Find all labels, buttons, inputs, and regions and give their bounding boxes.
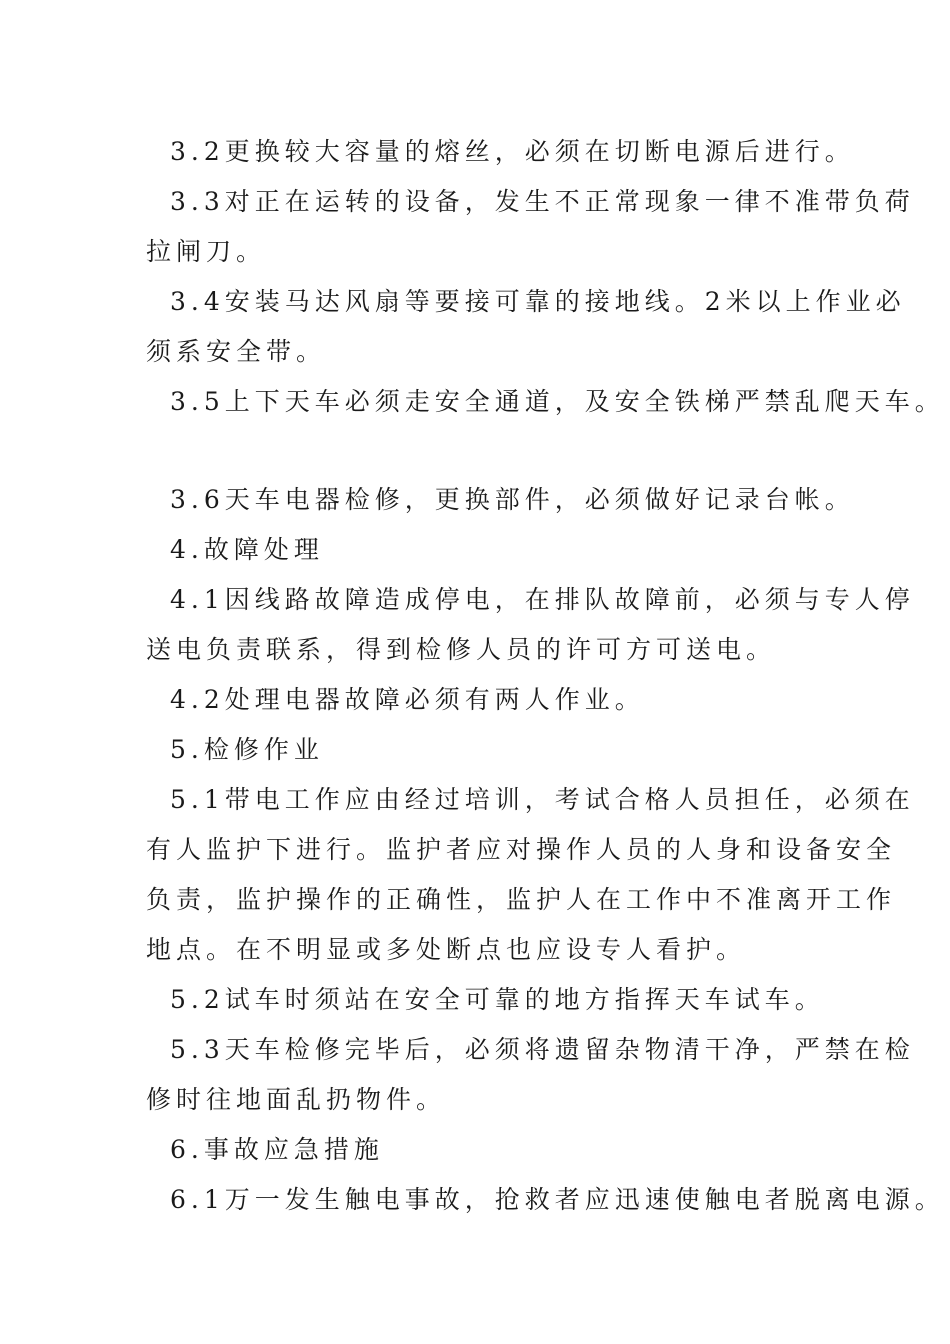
paragraph-5-3-cont: 修时往地面乱扔物件。: [146, 1085, 447, 1114]
paragraph-5-1: 5.1带电工作应由经过培训，考试合格人员担任，必须在: [170, 785, 915, 814]
paragraph-5-1-cont-2: 负责，监护操作的正确性，监护人在工作中不准离开工作: [146, 885, 897, 914]
paragraph-3-3: 3.3对正在运转的设备，发生不正常现象一律不准带负荷: [170, 187, 915, 216]
paragraph-3-4-cont: 须系安全带。: [146, 337, 327, 366]
paragraph-5-1-cont-3: 地点。在不明显或多处断点也应设专人看护。: [146, 935, 747, 964]
section-heading-4: 4.故障处理: [170, 535, 324, 564]
paragraph-5-3: 5.3天车检修完毕后，必须将遗留杂物清干净，严禁在检: [170, 1035, 915, 1064]
paragraph-3-2: 3.2更换较大容量的熔丝，必须在切断电源后进行。: [170, 137, 855, 166]
paragraph-6-1: 6.1万一发生触电事故，抢救者应迅速使触电者脱离电源。: [170, 1185, 945, 1214]
section-heading-6: 6.事故应急措施: [170, 1135, 384, 1164]
paragraph-3-5: 3.5上下天车必须走安全通道，及安全铁梯严禁乱爬天车。: [170, 387, 945, 416]
paragraph-3-4: 3.4安装马达风扇等要接可靠的接地线。2米以上作业必: [170, 287, 906, 316]
section-heading-5: 5.检修作业: [170, 735, 324, 764]
paragraph-3-3-cont: 拉闸刀。: [146, 237, 267, 266]
paragraph-5-2: 5.2试车时须站在安全可靠的地方指挥天车试车。: [170, 985, 825, 1014]
paragraph-4-1: 4.1因线路故障造成停电，在排队故障前，必须与专人停: [170, 585, 915, 614]
paragraph-3-6: 3.6天车电器检修，更换部件，必须做好记录台帐。: [170, 485, 855, 514]
paragraph-4-1-cont: 送电负责联系，得到检修人员的许可方可送电。: [146, 635, 777, 664]
paragraph-4-2: 4.2处理电器故障必须有两人作业。: [170, 685, 645, 714]
paragraph-5-1-cont-1: 有人监护下进行。监护者应对操作人员的人身和设备安全: [146, 835, 897, 864]
